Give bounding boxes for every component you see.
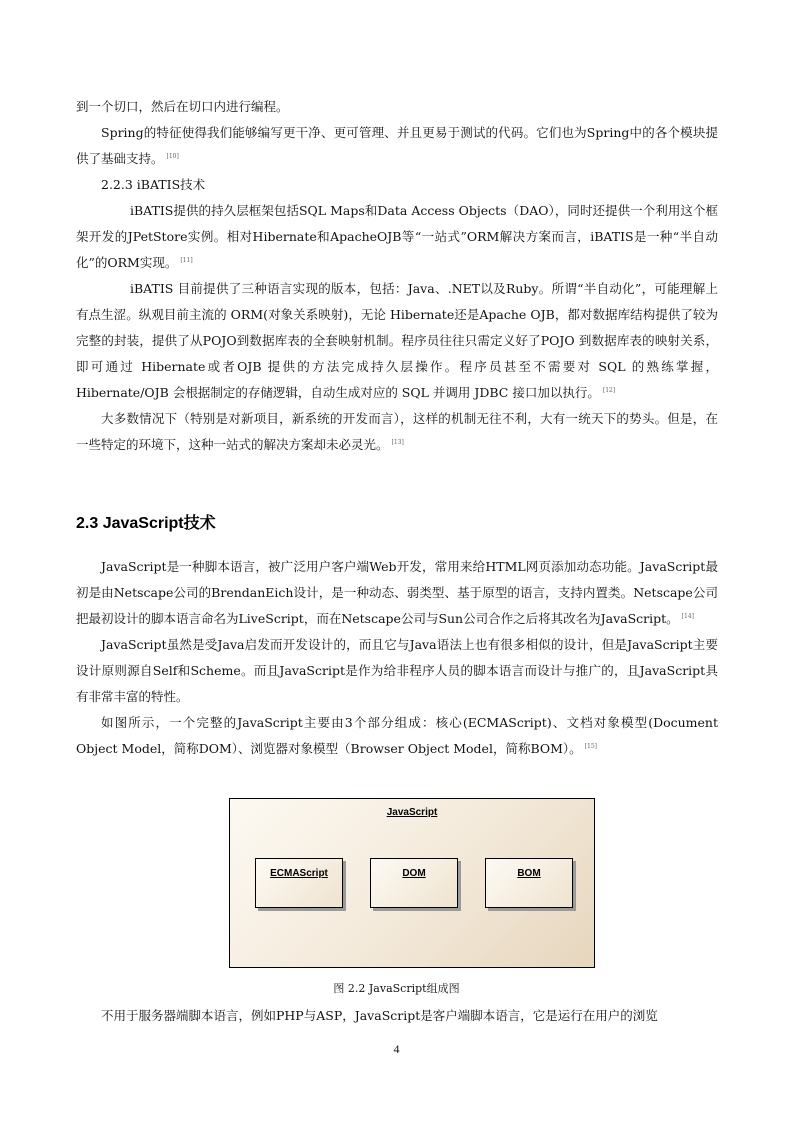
- paragraph: JavaScript是一种脚本语言，被广泛用户客户端Web开发，常用来给HTML网页添加动态功能。JavaScript最初是由Netscape公司的BrendanEich设计，是一种动态、弱类型、基于原型的语言，支持内置类。Netscape公司把最初设计的脚本语言命名为LiveScript，而在Netscape公司与Sun公司合作之后将其改名为JavaScript。 [14]: [76, 559, 718, 626]
- figure-caption: 图 2.2 JavaScript组成图: [333, 982, 460, 995]
- body-text-top: [76, 94, 718, 458]
- paragraph: iBATIS 目前提供了三种语言实现的版本，包括：Java、.NET以及Ruby。所谓“半自动化”，可能理解上有点生涩。纵观目前主流的 ORM(对象关系映射)，无论 Hibernate还是Apache OJB，都对数据库结构提供了较为完整的封装，提供了从POJO到数据库表的全套映射机制。程序员往往只需定义好了POJO 到数据库表的映射关系，即可通过 Hibernate或者OJB 提供的方法完成持久层操作。程序员甚至不需要对 SQL 的熟练掌握，Hibernate/OJB 会根据制定的存储逻辑，自动生成对应的 SQL 并调用 JDBC 接口加以执行。 [12]: [76, 281, 718, 400]
- paragraph: 大多数情况下（特别是对新项目，新系统的开发而言），这样的机制无往不利，大有一统天下的势头。但是，在一些特定的环境下，这种一站式的解决方案却未必灵光。 [13]: [76, 411, 718, 452]
- body-text-javascript: [76, 554, 718, 762]
- dom-box: DOM: [370, 858, 458, 908]
- paragraph: Spring的特征使得我们能够编写更干净、更可管理、并且更易于测试的代码。它们也为Spring中的各个模块提供了基础支持。 [10]: [76, 125, 718, 166]
- citation-ref: [15]: [584, 743, 597, 750]
- subsection-heading: 2.2.3 iBATIS技术: [101, 177, 206, 192]
- citation-ref: [11]: [180, 257, 193, 264]
- diagram-title: JavaScript: [386, 807, 438, 818]
- paragraph: 到一个切口，然后在切口内进行编程。: [76, 99, 289, 114]
- page-number: 4: [393, 1042, 400, 1056]
- bom-box: BOM: [485, 858, 573, 908]
- javascript-composition-diagram: [229, 798, 595, 968]
- paragraph: 如图所示，一个完整的JavaScript主要由3个部分组成：核心(ECMAScript)、文档对象模型(Document Object Model，简称DOM）、浏览器对象模型（Browser Object Model，简称BOM）。 [15]: [76, 715, 718, 756]
- ecmascript-box: ECMAScript: [255, 858, 343, 908]
- citation-ref: [14]: [681, 613, 694, 620]
- section-heading: 2.3 JavaScript技术: [76, 515, 216, 532]
- citation-ref: [13]: [391, 439, 404, 446]
- citation-ref: [10]: [166, 153, 179, 160]
- citation-ref: [12]: [602, 387, 616, 394]
- paragraph: iBATIS提供的持久层框架包括SQL Maps和Data Access Objects（DAO），同时还提供一个利用这个框架开发的JPetStore实例。相对Hibernate和ApacheOJB等“一站式”ORM解决方案而言，iBATIS是一种“半自动化”的ORM实现。 [11]: [76, 203, 718, 270]
- paragraph: 不用于服务器端脚本语言，例如PHP与ASP，JavaScript是客户端脚本语言，它是运行在用户的浏览: [101, 1008, 658, 1023]
- body-text-bottom: [76, 1003, 718, 1029]
- paragraph: JavaScript虽然是受Java启发而开发设计的，而且它与Java语法上也有很多相似的设计，但是JavaScript主要设计原则源自Self和Scheme。而且JavaScript是作为给非程序人员的脚本语言而设计与推广的，且JavaScript具有非常丰富的特性。: [76, 637, 718, 704]
